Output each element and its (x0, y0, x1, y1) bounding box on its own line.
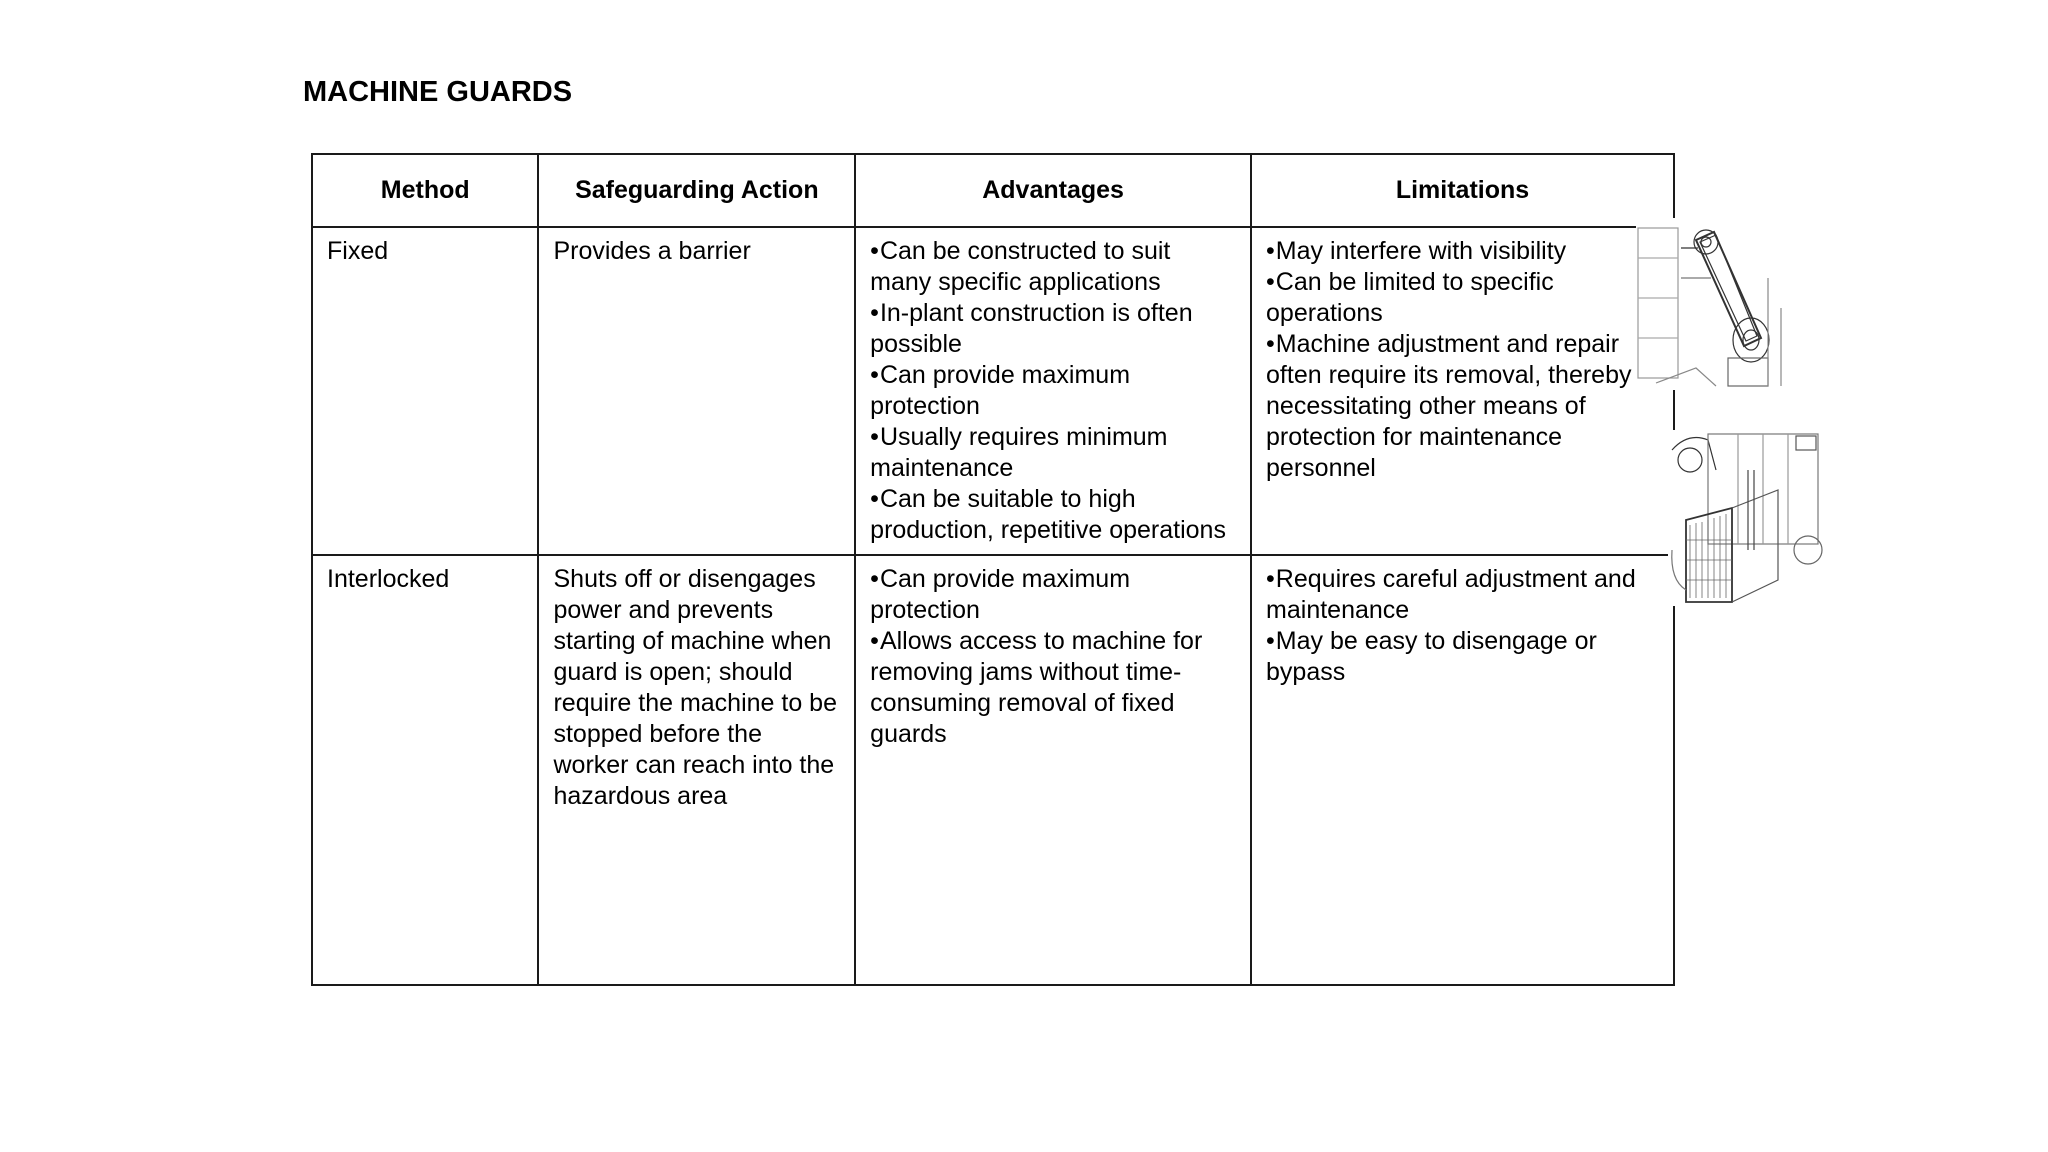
list-item: • Allows access to machine for removing jams without time-consuming removal of fixed guards (870, 626, 1236, 750)
header-limitations: Limitations (1251, 154, 1674, 227)
limitations-list (1266, 564, 1659, 688)
cell-advantages (855, 227, 1251, 555)
cell-limitations (1251, 555, 1674, 985)
belt-guard-drawing (1636, 218, 1796, 390)
table-row (312, 555, 1674, 985)
list-item: • Can be suitable to high production, repetitive operations (870, 484, 1236, 546)
list-item: • Can be limited to specific operations (1266, 267, 1659, 329)
machine-guards-table (311, 153, 1675, 986)
header-advantages: Advantages (855, 154, 1251, 227)
list-item: • May interfere with visibility (1266, 236, 1659, 267)
page-title: MACHINE GUARDS (303, 76, 573, 108)
belt-guard-illustration (1636, 218, 1796, 390)
advantages-list (870, 236, 1236, 546)
list-item: • Machine adjustment and repair often require its removal, thereby necessitating other means of protection for maintenance personnel (1266, 329, 1659, 484)
list-item: • Requires careful adjustment and maintenance (1266, 564, 1659, 626)
table-header-row (312, 154, 1674, 227)
cell-method: Fixed (312, 227, 538, 555)
interlocked-machine-illustration (1668, 430, 1826, 606)
list-item: • May be easy to disengage or bypass (1266, 626, 1659, 688)
header-method: Method (312, 154, 538, 227)
list-item: • Can provide maximum protection (870, 564, 1236, 626)
interlocked-machine-drawing (1668, 430, 1826, 606)
list-item: • Can be constructed to suit many specific applications (870, 236, 1236, 298)
limitations-list (1266, 236, 1659, 484)
advantages-list (870, 564, 1236, 750)
list-item: • Can provide maximum protection (870, 360, 1236, 422)
list-item: • In-plant construction is often possible (870, 298, 1236, 360)
cell-action: Provides a barrier (538, 227, 855, 555)
cell-advantages (855, 555, 1251, 985)
table-row (312, 227, 1674, 555)
list-item: • Usually requires minimum maintenance (870, 422, 1236, 484)
cell-method: Interlocked (312, 555, 538, 985)
cell-limitations (1251, 227, 1674, 555)
header-safeguarding-action: Safeguarding Action (538, 154, 855, 227)
cell-action: Shuts off or disengages power and prevents starting of machine when guard is open; should require the machine to be stopped before the worker can reach into the hazardous area (538, 555, 855, 985)
